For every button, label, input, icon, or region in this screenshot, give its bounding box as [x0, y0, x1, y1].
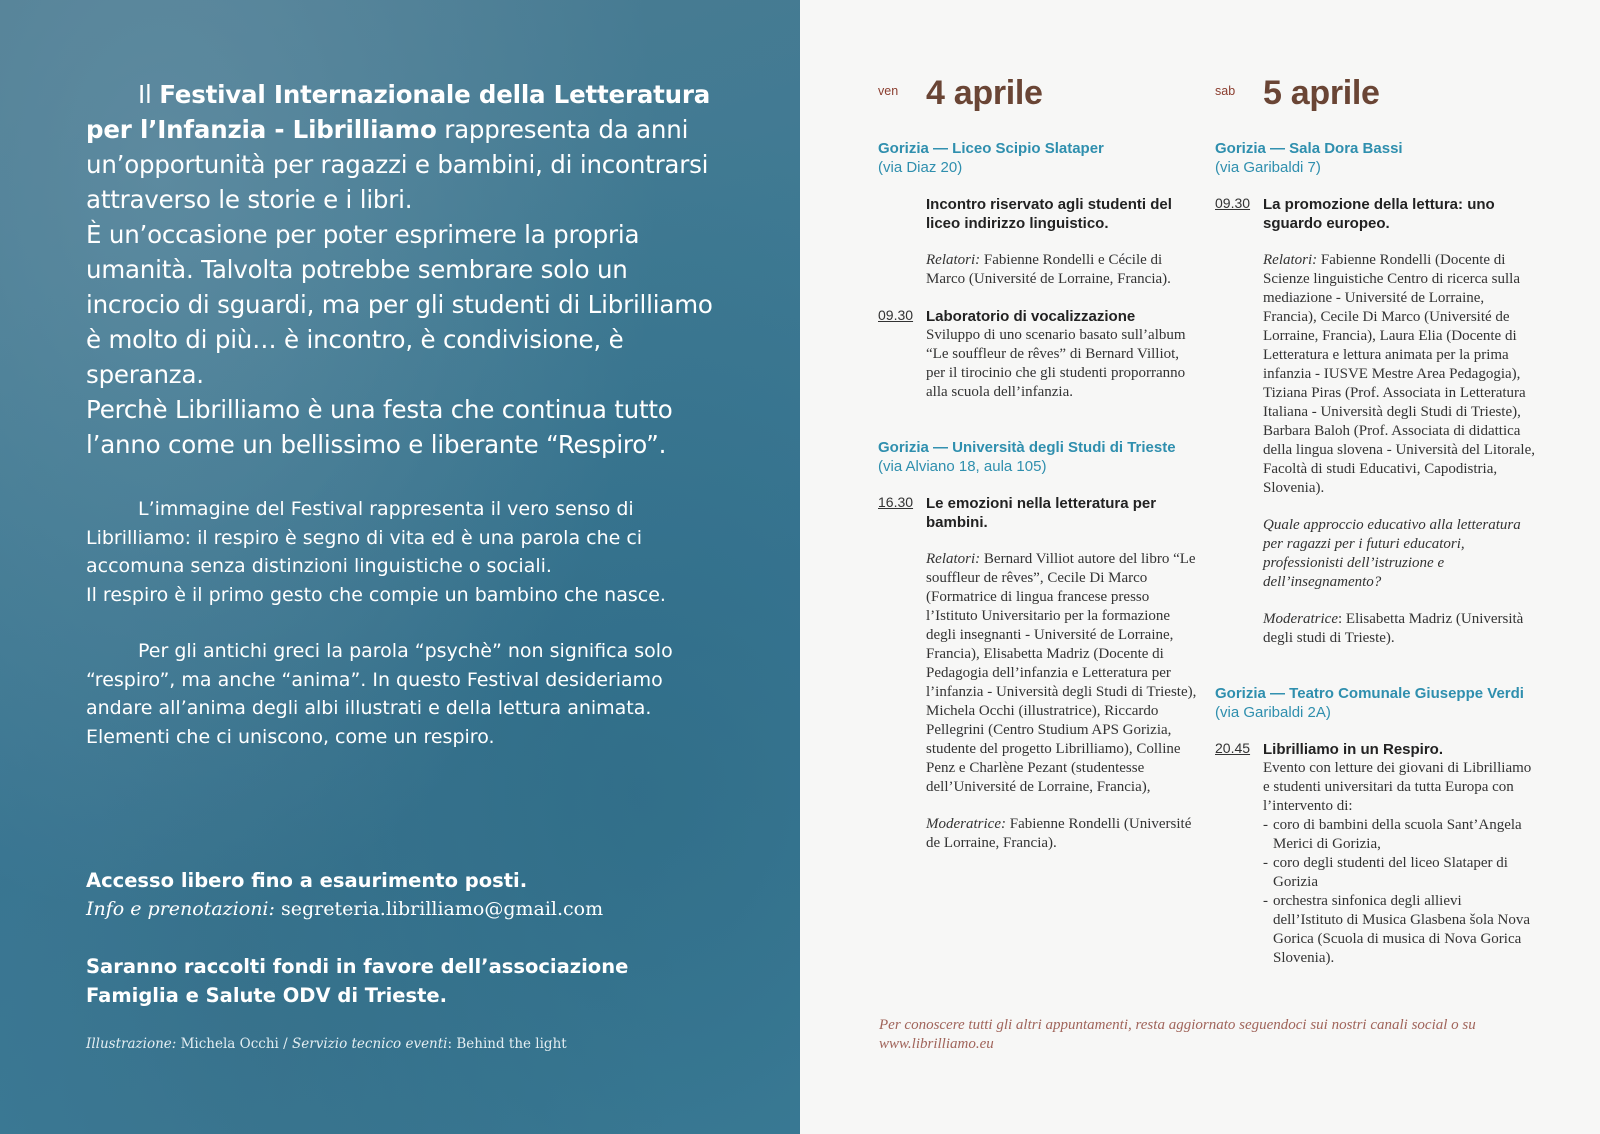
intro-text: [86, 77, 726, 462]
venue-name: Gorizia — Sala Dora Bassi: [1215, 140, 1403, 157]
intro-text-2: È un’occasione per poter esprimere la propria umanità. Talvolta potrebbe sembrare solo un incrocio di sguardi, ma per gli studenti di Librilliamo è molto di più… è incontro, è condivisione, è speranza.: [86, 220, 713, 389]
booking-email[interactable]: segreteria.librilliamo@gmail.com: [280, 898, 604, 920]
event-time: 16.30: [878, 494, 914, 510]
access-info: [86, 866, 726, 924]
day-2-date: 5 aprile: [1263, 74, 1380, 112]
list-item: - orchestra sinfonica degli allievi dell’Istituto di Musica Glasbena šola Nova Gorica (Scuola di musica di Nova Gorica Slovenia).: [1263, 892, 1535, 968]
venue-name: Gorizia — Liceo Scipio Slataper: [878, 140, 1104, 157]
speakers-label: Relatori:: [926, 551, 981, 567]
footer-note: Per conoscere tutti gli altri appuntamenti, resta aggiornato seguendoci sui nostri canali social o su www.librilliamo.eu: [879, 1017, 1476, 1052]
description-p1: L’immagine del Festival rappresenta il vero senso di Librilliamo: il respiro è segno di vita ed è una parola che ci accomuna senza distinzioni linguistiche o sociali.: [86, 498, 643, 577]
venue-address: (via Diaz 20): [878, 159, 963, 176]
speakers-text: Fabienne Rondelli (Docente di Scienze linguistiche Centro di ricerca sulla mediazione - Université de Lorraine, Francia), Cecile Di Marco (Université de Lorraine, Francia), Laura Elia (Docente di Letteratura e lettura animata per la prima infanzia - IUSVE Mestre Area Pedagogia), Tiziana Piras (Prof. Associata in Letteratura Italiana - Università degli Studi di Trieste), Barbara Baloh (Prof. Associata di didattica della lingua slovena - Università del Litorale, Facoltà di studi Educativi, Capodistria, Slovenia).: [1263, 252, 1535, 496]
event-speakers: [926, 251, 1198, 289]
tech-service-name: : Behind the light: [447, 1036, 567, 1052]
event-title: Librilliamo in un Respiro.: [1263, 741, 1444, 758]
right-panel: [800, 0, 1600, 1134]
credits: [86, 1036, 726, 1052]
day-1-event-2: [878, 494, 1198, 853]
event-title: Laboratorio di vocalizzazione: [926, 308, 1136, 325]
event-title: La promozione della lettura: uno sguardo europeo.: [1263, 196, 1495, 232]
event-description: Sviluppo di uno scenario basato sull’album “Le souffleur de rêves” di Bernard Villiot, per il tirocinio che gli studenti proporranno alla scuola dell’infanzia.: [926, 327, 1186, 400]
event-speakers: [1263, 251, 1535, 498]
event-time: 09.30: [1215, 195, 1251, 211]
event-time: 20.45: [1215, 740, 1251, 756]
venue-address: (via Garibaldi 7): [1215, 159, 1321, 176]
booking-label: Info e prenotazioni:: [86, 898, 275, 920]
day-1-column: [878, 70, 1198, 853]
festival-description: [86, 495, 726, 751]
booking-info: [86, 895, 726, 924]
intro-pre: Il: [138, 80, 160, 109]
credits-separator: /: [278, 1036, 292, 1052]
free-access: Accesso libero fino a esaurimento posti.: [86, 869, 528, 892]
day-2-weekday: sab: [1215, 84, 1236, 98]
tech-service-label: Servizio tecnico eventi: [292, 1036, 448, 1052]
question-text: Quale approccio educativo alla letteratura per ragazzi per i futuri educatori, professionisti dell’istruzione e dell’insegnamento?: [1263, 517, 1521, 590]
day-2-event-1: [1215, 195, 1535, 648]
day-2-header: [1215, 70, 1535, 130]
moderator-text: Fabienne Rondelli (Université de Lorraine, Francia).: [926, 816, 1192, 851]
day-1-event-1: [878, 307, 1198, 402]
day-2-venue-1: [1215, 139, 1535, 177]
moderator-text: : Elisabetta Madriz (Università degli studi di Trieste).: [1263, 611, 1524, 646]
moderator-label: Moderatrice: [1263, 611, 1338, 627]
day-1-weekday: ven: [878, 84, 899, 98]
festival-name: Festival Internazionale della Letteratura per l’Infanzia - Librilliamo: [86, 80, 711, 144]
description-p3: Per gli antichi greci la parola “psychè” non significa solo “respiro”, ma anche “anima”. In questo Festival desideriamo andare all’anima degli albi illustrati e della lettura animata. Elementi che ci uniscono, come un respiro.: [86, 640, 673, 748]
intro-text-1: rappresenta da anni un’opportunità per ragazzi e bambini, di incontrarsi attraverso le storie e i libri.: [86, 115, 709, 214]
fundraising-note: Saranno raccolti fondi in favore dell’associazione Famiglia e Salute ODV di Trieste.: [86, 955, 629, 1007]
event-title: Le emozioni nella letteratura per bambini.: [926, 495, 1157, 531]
event-title: Incontro riservato agli studenti del liceo indirizzo linguistico.: [926, 196, 1172, 232]
event-description: Evento con letture dei giovani di Librilliamo e studenti universitari da tutta Europa con l’intervento di:: [1263, 760, 1532, 814]
speakers-text: Fabienne Rondelli e Cécile di Marco (Université de Lorraine, Francia).: [926, 252, 1171, 287]
intro-text-3: Perchè Librilliamo è una festa che continua tutto l’anno come un bellissimo e liberante “Respiro”.: [86, 395, 673, 459]
event-speakers: [926, 550, 1198, 797]
speakers-label: Relatori:: [1263, 252, 1318, 268]
event-time: 09.30: [878, 307, 914, 323]
venue-address: (via Alviano 18, aula 105): [878, 458, 1047, 475]
participants-list: [1263, 816, 1535, 968]
day-1-venue-1: [878, 139, 1198, 177]
speakers-label: Relatori:: [926, 252, 981, 268]
day-2-venue-2: [1215, 684, 1535, 722]
day-1-date: 4 aprile: [926, 74, 1043, 112]
day-1-header: [878, 70, 1198, 130]
day-1-event-0: [878, 195, 1198, 289]
event-question: [1263, 516, 1535, 592]
venue-name: Gorizia — Università degli Studi di Trieste: [878, 439, 1176, 456]
moderator-label: Moderatrice:: [926, 816, 1006, 832]
illustrator-name: Michela Occhi: [180, 1036, 279, 1052]
venue-address: (via Garibaldi 2A): [1215, 704, 1331, 721]
list-item: - coro degli studenti del liceo Slataper di Gorizia: [1263, 854, 1535, 892]
venue-name: Gorizia — Teatro Comunale Giuseppe Verdi: [1215, 685, 1524, 702]
illustration-label: Illustrazione:: [86, 1036, 177, 1052]
day-2-column: [1215, 70, 1535, 968]
day-2-event-2: [1215, 740, 1535, 968]
speakers-text: Bernard Villiot autore del libro “Le souffleur de rêves”, Cecile Di Marco (Formatrice di lingua francese presso l’Istituto Universitario per la formazione degli insegnanti - Université de Lorraine, Francia), Elisabetta Madriz (Docente di Pedagogia dell’infanzia e Letteratura per l’infanzia - Università degli Studi di Trieste), Michela Occhi (illustratrice), Riccardo Pellegrini (Centro Studium APS Gorizia, studente del progetto Librilliamo), Colline Penz e Charlène Pezant (studentesse dell’Université de Lorraine, Francia),: [926, 551, 1197, 795]
description-p2: Il respiro è il primo gesto che compie un bambino che nasce.: [86, 583, 666, 606]
event-moderator: [926, 815, 1198, 853]
event-moderator: [1263, 610, 1535, 648]
day-1-venue-2: [878, 438, 1198, 476]
list-item: - coro di bambini della scuola Sant’Angela Merici di Gorizia,: [1263, 816, 1535, 854]
